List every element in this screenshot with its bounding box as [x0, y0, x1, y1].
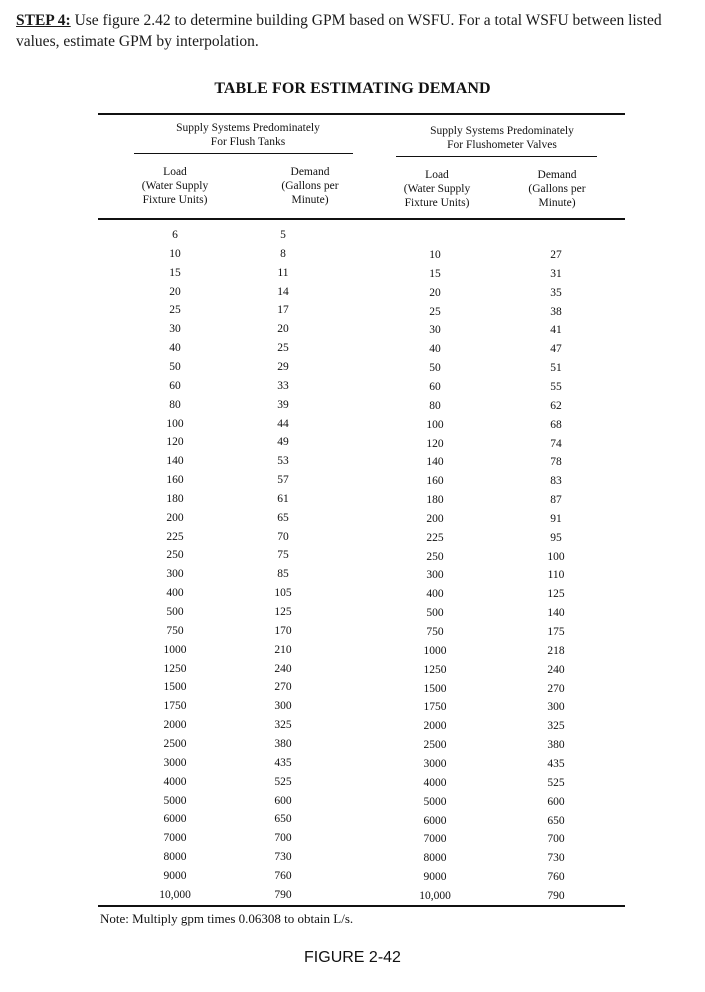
col-header-line: Demand [290, 166, 330, 178]
demand-cell: 74 [550, 437, 562, 450]
flushometer-row [0, 626, 705, 644]
load-cell: 300 [166, 568, 184, 581]
load-cell: 1500 [423, 682, 447, 695]
load-cell: 6000 [163, 813, 187, 826]
load-cell: 2000 [423, 720, 447, 733]
flushometer-row [0, 739, 705, 757]
load-cell: 140 [426, 456, 444, 469]
demand-cell: 525 [274, 775, 292, 788]
demand-cell: 87 [550, 494, 562, 507]
load-cell: 225 [166, 530, 184, 543]
demand-cell: 600 [547, 795, 565, 808]
demand-cell: 105 [274, 587, 292, 600]
load-cell: 80 [169, 398, 181, 411]
demand-cell: 51 [550, 362, 562, 375]
load-cell: 1250 [423, 663, 447, 676]
group-header-line: Supply Systems Predominately [430, 125, 574, 137]
load-cell: 30 [429, 324, 441, 337]
flushometer-row [0, 871, 705, 889]
load-cell: 25 [169, 304, 181, 317]
load-cell: 60 [169, 379, 181, 392]
flushometer-row [0, 494, 705, 512]
load-cell: 1000 [423, 644, 447, 657]
demand-cell: 78 [550, 456, 562, 469]
load-cell: 8000 [423, 852, 447, 865]
demand-cell: 760 [547, 871, 565, 884]
load-cell: 1250 [163, 662, 187, 675]
demand-cell: 41 [550, 324, 562, 337]
col-header-line: Demand [537, 169, 577, 181]
flushometer-row [0, 607, 705, 625]
demand-cell: 380 [547, 739, 565, 752]
demand-cell: 25 [277, 342, 289, 355]
load-cell: 10 [169, 247, 181, 260]
demand-cell: 110 [547, 569, 565, 582]
load-cell: 160 [166, 474, 184, 487]
demand-cell: 62 [550, 399, 562, 412]
demand-cell: 650 [547, 814, 565, 827]
flushometer-row [0, 419, 705, 437]
load-cell: 6000 [423, 814, 447, 827]
demand-cell: 35 [550, 286, 562, 299]
flushometer-row [0, 400, 705, 418]
flushometer-row [0, 324, 705, 342]
load-cell: 500 [426, 607, 444, 620]
load-cell: 225 [426, 531, 444, 544]
flushometer-row [0, 588, 705, 606]
step-label: STEP 4: [16, 12, 71, 29]
table-bottom-rule [98, 905, 625, 907]
flushometer-row [0, 758, 705, 776]
demand-cell: 55 [550, 380, 562, 393]
flushometer-row [0, 815, 705, 833]
load-cell: 400 [426, 588, 444, 601]
demand-cell: 47 [550, 343, 562, 356]
load-cell: 40 [429, 343, 441, 356]
col-header-line: (Water Supply [403, 183, 471, 195]
demand-cell: 44 [277, 417, 289, 430]
load-cell: 5000 [163, 794, 187, 807]
demand-cell: 790 [274, 888, 292, 901]
load-cell: 180 [166, 492, 184, 505]
flushometer-row [0, 268, 705, 286]
demand-cell: 14 [277, 285, 289, 298]
col-header-line: (Water Supply [141, 180, 209, 192]
load-cell: 2500 [423, 739, 447, 752]
load-cell: 30 [169, 323, 181, 336]
demand-cell: 700 [547, 833, 565, 846]
load-cell: 100 [166, 417, 184, 430]
demand-cell: 730 [274, 851, 292, 864]
load-cell: 2500 [163, 737, 187, 750]
load-cell: 400 [166, 587, 184, 600]
flushometer-row [0, 306, 705, 324]
load-cell: 50 [429, 362, 441, 375]
col-header-line: Load [425, 169, 449, 181]
load-cell: 200 [426, 512, 444, 525]
flushometer-row [0, 551, 705, 569]
group-header-line: For Flushometer Valves [447, 139, 557, 151]
demand-cell: 325 [547, 720, 565, 733]
demand-cell: 91 [550, 512, 562, 525]
flushometer-row [0, 249, 705, 267]
col-header-line: (Gallons per [281, 180, 339, 192]
demand-cell: 61 [277, 492, 289, 505]
flushometer-row [0, 683, 705, 701]
demand-cell: 218 [547, 644, 565, 657]
load-cell: 750 [426, 626, 444, 638]
load-cell: 4000 [423, 776, 447, 789]
demand-cell: 240 [274, 662, 292, 675]
load-cell: 20 [169, 285, 181, 298]
flushometer-row [0, 532, 705, 550]
table-title: TABLE FOR ESTIMATING DEMAND [214, 80, 491, 97]
load-cell: 2000 [163, 719, 187, 732]
demand-cell: 29 [277, 360, 289, 373]
col-header-line: Minute) [538, 197, 576, 209]
demand-cell: 75 [277, 549, 289, 562]
load-cell: 1750 [423, 701, 447, 714]
load-cell: 250 [426, 550, 444, 563]
load-cell: 4000 [163, 775, 187, 788]
load-cell: 1000 [163, 643, 187, 656]
load-cell: 3000 [423, 757, 447, 770]
load-cell: 6 [172, 229, 178, 241]
load-cell: 10 [429, 249, 441, 261]
flushometer-row [0, 438, 705, 456]
demand-cell: 170 [274, 624, 292, 637]
flushometer-row [0, 343, 705, 361]
demand-cell: 100 [547, 550, 565, 563]
demand-cell: 270 [547, 682, 565, 695]
flushometer-row [0, 701, 705, 719]
demand-cell: 70 [277, 530, 289, 543]
col-header-line: Fixture Units) [142, 194, 208, 206]
demand-cell: 325 [274, 719, 292, 732]
demand-cell: 49 [277, 436, 289, 449]
load-cell: 5000 [423, 795, 447, 808]
load-cell: 1500 [163, 681, 187, 694]
demand-cell: 700 [274, 832, 292, 845]
load-cell: 9000 [163, 869, 187, 882]
flushometer-row [0, 833, 705, 851]
load-cell: 10,000 [419, 889, 451, 902]
load-cell: 250 [166, 549, 184, 562]
load-cell: 1750 [163, 700, 187, 713]
load-cell: 15 [429, 267, 441, 280]
demand-cell: 38 [550, 305, 562, 318]
load-cell: 50 [169, 360, 181, 373]
demand-cell: 33 [277, 379, 289, 392]
demand-cell: 68 [550, 418, 562, 431]
demand-cell: 20 [277, 323, 289, 336]
demand-cell: 300 [274, 700, 292, 713]
load-cell: 750 [166, 624, 184, 637]
col-header-line: Minute) [291, 194, 329, 206]
load-cell: 25 [429, 305, 441, 318]
demand-cell: 53 [277, 455, 289, 468]
demand-cell: 600 [274, 794, 292, 807]
load-cell: 120 [426, 437, 444, 450]
flushometer-row [0, 664, 705, 682]
flushometer-row [0, 569, 705, 587]
load-cell: 160 [426, 475, 444, 488]
load-cell: 7000 [423, 833, 447, 846]
load-cell: 9000 [423, 871, 447, 884]
load-cell: 180 [426, 494, 444, 507]
flush-tank-row [0, 229, 705, 247]
load-cell: 15 [169, 266, 181, 279]
demand-cell: 175 [547, 626, 565, 638]
table-note: Note: Multiply gpm times 0.06308 to obtain L/s. [100, 911, 354, 926]
load-cell: 3000 [163, 756, 187, 769]
flushometer-row [0, 362, 705, 380]
load-cell: 10,000 [159, 888, 191, 901]
load-cell: 140 [166, 455, 184, 468]
demand-cell: 790 [547, 889, 565, 902]
step-text: Use figure 2.42 to determine building GPM based on WSFU. For a total WSFU between listed values, estimate GPM by interpolation. [16, 12, 662, 50]
flushometer-row [0, 513, 705, 531]
demand-cell: 270 [274, 681, 292, 694]
demand-cell: 83 [550, 475, 562, 488]
load-cell: 60 [429, 380, 441, 393]
group-header-line: Supply Systems Predominately [176, 122, 320, 134]
demand-cell: 57 [277, 474, 289, 487]
flushometer-row [0, 287, 705, 305]
demand-cell: 17 [277, 304, 289, 317]
flushometer-row [0, 645, 705, 663]
flushometer-row [0, 456, 705, 474]
demand-cell: 140 [547, 607, 565, 620]
col-header-line: Load [163, 166, 187, 178]
load-cell: 120 [166, 436, 184, 449]
demand-cell: 95 [550, 531, 562, 544]
col-header-line: Fixture Units) [404, 197, 470, 209]
flushometer-row [0, 475, 705, 493]
demand-cell: 525 [547, 776, 565, 789]
load-cell: 500 [166, 606, 184, 618]
load-cell: 8000 [163, 851, 187, 864]
flushometer-row [0, 796, 705, 814]
demand-cell: 8 [280, 247, 286, 260]
demand-cell: 85 [277, 568, 289, 581]
flushometer-row [0, 720, 705, 738]
load-cell: 200 [166, 511, 184, 524]
flushometer-row [0, 381, 705, 399]
load-cell: 80 [429, 399, 441, 412]
load-cell: 300 [426, 569, 444, 582]
demand-cell: 125 [547, 588, 565, 601]
figure-caption: FIGURE 2-42 [304, 949, 401, 966]
demand-cell: 760 [274, 869, 292, 882]
load-cell: 40 [169, 342, 181, 355]
demand-cell: 5 [280, 229, 286, 241]
col-header-line: (Gallons per [528, 183, 586, 195]
demand-cell: 65 [277, 511, 289, 524]
flushometer-row [0, 852, 705, 870]
demand-cell: 27 [550, 249, 562, 261]
demand-cell: 39 [277, 398, 289, 411]
demand-cell: 11 [277, 266, 289, 279]
demand-cell: 650 [274, 813, 292, 826]
group-header-line: For Flush Tanks [210, 136, 286, 148]
demand-cell: 300 [547, 701, 565, 714]
demand-cell: 125 [274, 606, 292, 618]
demand-cell: 435 [547, 757, 565, 770]
flushometer-row [0, 777, 705, 795]
demand-cell: 210 [274, 643, 292, 656]
demand-cell: 730 [547, 852, 565, 865]
demand-cell: 435 [274, 756, 292, 769]
demand-cell: 240 [547, 663, 565, 676]
load-cell: 20 [429, 286, 441, 299]
demand-cell: 31 [550, 267, 562, 280]
demand-cell: 380 [274, 737, 292, 750]
load-cell: 7000 [163, 832, 187, 845]
load-cell: 100 [426, 418, 444, 431]
